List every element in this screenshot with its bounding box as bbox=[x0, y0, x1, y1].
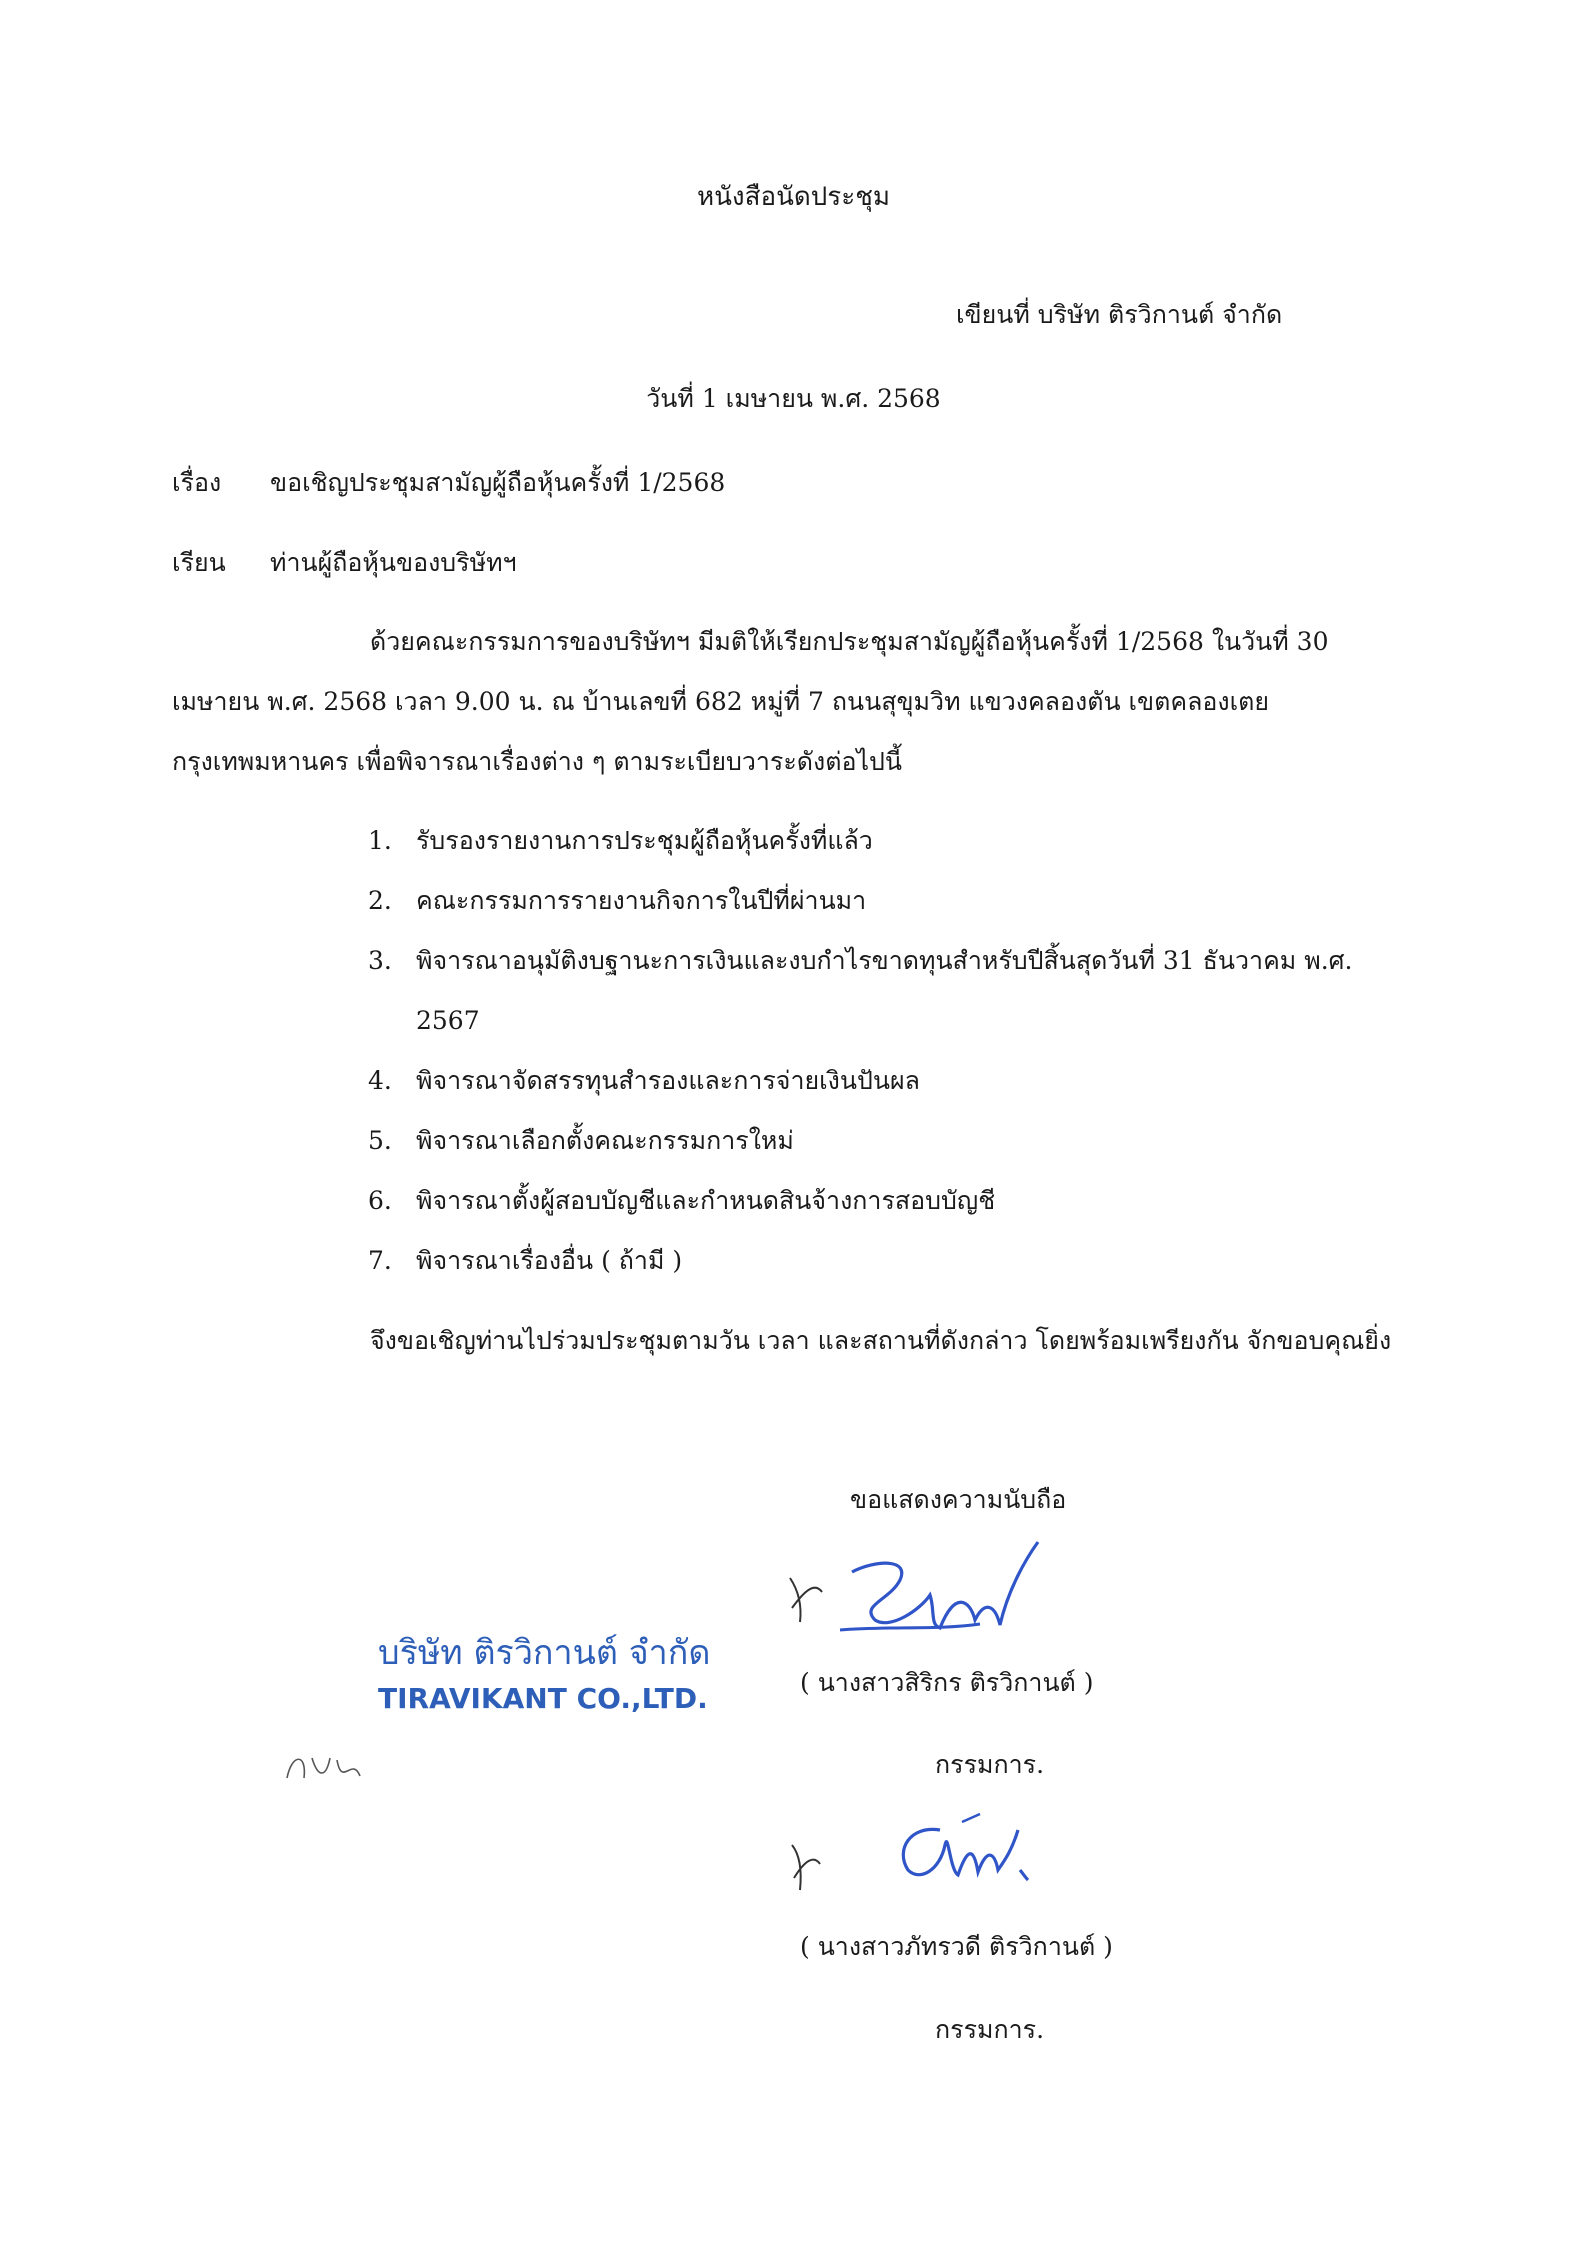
body-line: กรุงเทพมหานคร เพื่อพิจารณาเรื่องต่าง ๆ ตามระเบียบวาระดังต่อไปนี้ bbox=[172, 747, 903, 776]
written-at: เขียนที่ บริษัท ติรวิกานต์ จำกัด bbox=[956, 300, 1283, 329]
agenda-number: 5. bbox=[368, 1126, 392, 1155]
agenda-item: พิจารณาเรื่องอื่น ( ถ้ามี ) bbox=[416, 1246, 683, 1275]
agenda-item: พิจารณาอนุมัติงบฐานะการเงินและงบกำไรขาดทุนสำหรับปีสิ้นสุดวันที่ 31 ธันวาคม พ.ศ. bbox=[416, 946, 1353, 975]
agenda-number: 7. bbox=[368, 1246, 392, 1275]
signatory-1-name: ( นางสาวสิริกร ติรวิกานต์ ) bbox=[800, 1668, 1094, 1697]
agenda-number: 2. bbox=[368, 886, 392, 915]
agenda-item: คณะกรรมการรายงานกิจการในปีที่ผ่านมา bbox=[416, 886, 867, 915]
agenda-number: 1. bbox=[368, 826, 392, 855]
regards-text: ขอแสดงความนับถือ bbox=[850, 1485, 1067, 1514]
agenda-item: พิจารณาเลือกตั้งคณะกรรมการใหม่ bbox=[416, 1126, 794, 1155]
agenda-number: 4. bbox=[368, 1066, 392, 1095]
agenda-item-continued: 2567 bbox=[416, 1006, 480, 1035]
signature-2 bbox=[780, 1800, 1080, 1910]
to-text: ท่านผู้ถือหุ้นของบริษัทฯ bbox=[270, 548, 517, 577]
signatory-2-title: กรรมการ. bbox=[935, 2015, 1045, 2044]
to-label: เรียน bbox=[172, 548, 226, 577]
body-line: เมษายน พ.ศ. 2568 เวลา 9.00 น. ณ บ้านเลขที่ 682 หมู่ที่ 7 ถนนสุขุมวิท แขวงคลองตัน เขตคลองเตย bbox=[172, 687, 1270, 716]
subject-label: เรื่อง bbox=[172, 468, 222, 497]
agenda-item: พิจารณาตั้งผู้สอบบัญชีและกำหนดสินจ้างการสอบบัญชี bbox=[416, 1186, 996, 1215]
subject-text: ขอเชิญประชุมสามัญผู้ถือหุ้นครั้งที่ 1/2568 bbox=[270, 468, 726, 497]
body-line: ด้วยคณะกรรมการของบริษัทฯ มีมติให้เรียกประชุมสามัญผู้ถือหุ้นครั้งที่ 1/2568 ในวันที่ 30 bbox=[370, 627, 1329, 656]
closing-text: จึงขอเชิญท่านไปร่วมประชุมตามวัน เวลา และสถานที่ดังกล่าว โดยพร้อมเพรียงกัน จักขอบคุณยิ่ง bbox=[370, 1326, 1392, 1355]
signatory-2-name: ( นางสาวภัทรวดี ติรวิกานต์ ) bbox=[800, 1932, 1113, 1961]
signature-1 bbox=[780, 1530, 1050, 1650]
company-stamp-thai: บริษัท ติรวิกานต์ จำกัด bbox=[378, 1633, 711, 1673]
document-date: วันที่ 1 เมษายน พ.ศ. 2568 bbox=[646, 384, 941, 413]
agenda-number: 6. bbox=[368, 1186, 392, 1215]
company-stamp-english: TIRAVIKANT CO.,LTD. bbox=[378, 1682, 708, 1715]
agenda-item: พิจารณาจัดสรรทุนสำรองและการจ่ายเงินปันผล bbox=[416, 1066, 920, 1095]
handwritten-initials-mark bbox=[282, 1748, 372, 1798]
document-title: หนังสือนัดประชุม bbox=[697, 182, 890, 212]
agenda-number: 3. bbox=[368, 946, 392, 975]
signatory-1-title: กรรมการ. bbox=[935, 1750, 1045, 1779]
agenda-item: รับรองรายงานการประชุมผู้ถือหุ้นครั้งที่แล้ว bbox=[416, 826, 873, 855]
